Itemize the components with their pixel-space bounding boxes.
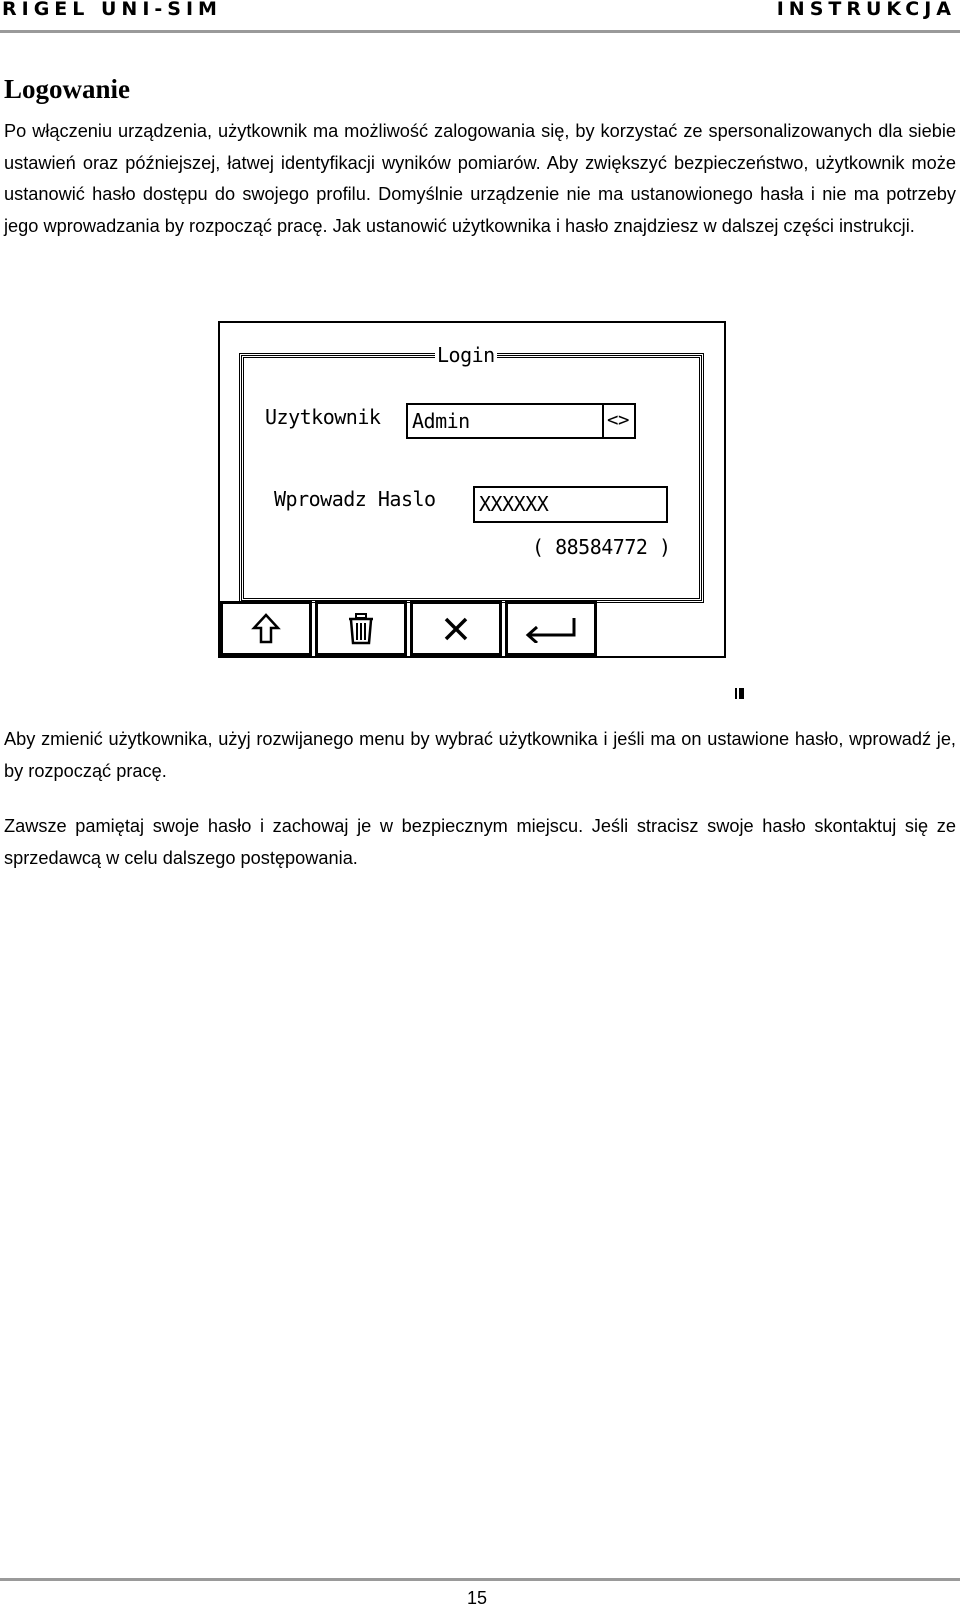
login-title: Login <box>437 343 495 367</box>
trash-icon <box>347 612 375 646</box>
change-user-paragraph: Aby zmienić użytkownika, użyj rozwijanego menu by wybrać użytkownika i jeśli ma on ustawione hasło, wprowadź je, by rozpocząć pracę. <box>4 729 956 781</box>
password-label: Wprowadz Haslo <box>274 487 436 511</box>
dropdown-arrows-icon[interactable]: <> <box>607 409 629 431</box>
shift-button[interactable] <box>220 601 312 656</box>
user-label: Uzytkownik <box>265 405 381 429</box>
device-code: ( 88584772 ) <box>532 535 671 559</box>
password-field[interactable] <box>473 486 668 523</box>
shift-up-icon <box>251 612 281 646</box>
delete-button[interactable] <box>315 601 407 656</box>
enter-button[interactable] <box>505 601 597 656</box>
enter-icon <box>522 615 580 643</box>
header-product-name: RIGEL UNI-SIM <box>2 0 222 20</box>
footer-divider <box>0 1578 960 1581</box>
password-reminder-paragraph: Zawsze pamiętaj swoje hasło i zachowaj je w bezpiecznym miejscu. Jeśli stracisz swoje hasło skontaktuj się ze sprzedawcą w celu dalszego postępowania. <box>4 816 956 868</box>
intro-paragraph: Po włączeniu urządzenia, użytkownik ma możliwość zalogowania się, by korzystać ze spersonalizowanych dla siebie ustawień oraz późniejszej, łatwej identyfikacji wyników pomiarów. Aby zwiększyć bezpieczeństwo, użytkownik może ustanowić hasło dostępu do swojego profilu. Domyślnie urządzenie nie ma ustanowionego hasła i nie ma potrzeby jego wprowadzania by rozpocząć pracę. Jak ustanowić użytkownika i hasło znajdziesz w dalszej części instrukcji. <box>4 121 956 236</box>
cancel-button[interactable] <box>410 601 502 656</box>
softkey-bar <box>220 601 602 656</box>
header-document-type: INSTRUKCJA <box>776 0 956 20</box>
section-title: Logowanie <box>4 74 131 104</box>
page-header <box>0 0 960 32</box>
page-number: 15 <box>467 1588 488 1608</box>
text-cursor-mark <box>735 688 745 699</box>
dropdown-separator <box>602 405 604 437</box>
user-value: Admin <box>412 409 470 433</box>
user-dropdown[interactable] <box>406 403 636 439</box>
header-divider <box>0 30 960 33</box>
device-login-screen <box>218 321 726 658</box>
login-panel <box>239 353 704 603</box>
password-value: XXXXXX <box>479 492 549 516</box>
close-icon <box>442 615 470 643</box>
